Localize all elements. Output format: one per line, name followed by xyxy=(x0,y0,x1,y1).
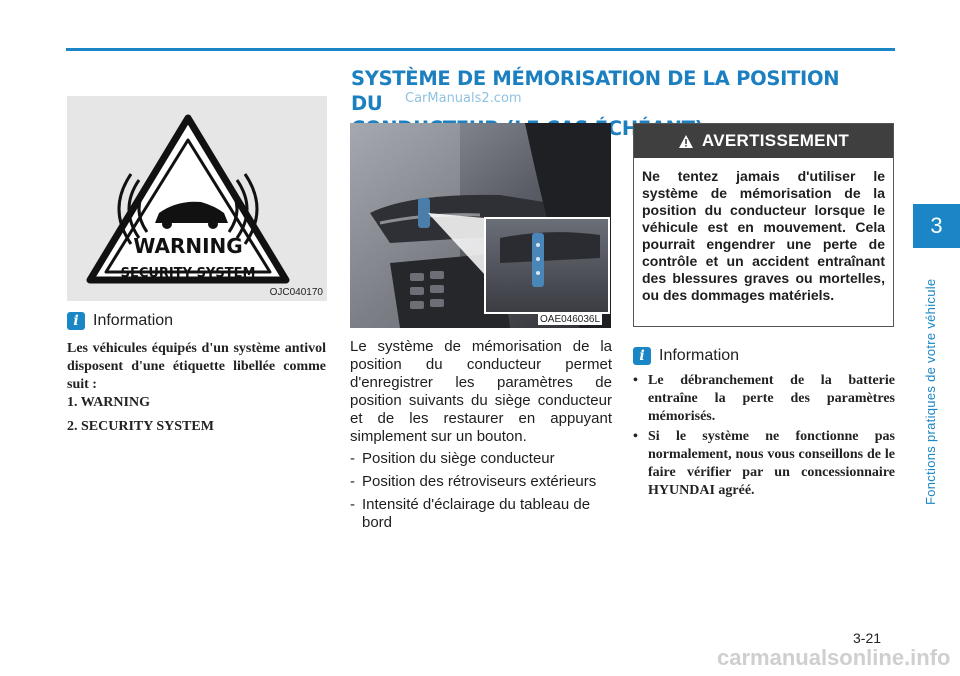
list-item: - Intensité d'éclairage du tableau de bord xyxy=(350,496,612,532)
main-paragraph: Le système de mémorisation de la position du conducteur permet d'enregistrer les paramètres de position suivants du siège conducteur et de les restaurer en appuyant simplement sur un bouton. xyxy=(350,338,612,445)
list-item: 2. SECURITY SYSTEM xyxy=(67,419,214,434)
main-body-text xyxy=(350,338,612,537)
memory-settings-list xyxy=(350,450,612,532)
info-heading-right xyxy=(633,347,739,365)
chapter-side-title: Fonctions pratiques de votre véhicule xyxy=(923,278,938,505)
info-title: Information xyxy=(93,312,174,329)
watermark: CarManuals2.com xyxy=(405,91,522,106)
sticker-warning-label: WARNING xyxy=(133,234,243,258)
security-sticker-figure xyxy=(67,96,327,301)
info-heading-left xyxy=(67,312,173,330)
page-number: 3-21 xyxy=(853,630,882,646)
warning-title: AVERTISSEMENT xyxy=(701,131,850,150)
security-sticker-illustration xyxy=(67,96,327,301)
list-item: - Position du siège conducteur xyxy=(350,450,612,468)
list-item: • Le débranchement de la batterie entraîne la perte des paramètres mémorisés. xyxy=(633,372,895,426)
figure-code: OJC040170 xyxy=(269,287,323,298)
info-list-left xyxy=(67,394,214,442)
chapter-tab: 3 xyxy=(913,204,960,248)
list-item: • Si le système ne fonctionne pas normalement, nous vous conseillons de le faire vérifier par un concessionnaire HYUNDAI agréé. xyxy=(633,428,895,500)
info-paragraph: Les véhicules équipés d'un système antivol disposent d'une étiquette libellée comme suit : xyxy=(67,341,326,392)
info-title: Information xyxy=(659,347,740,364)
door-memory-buttons-figure xyxy=(350,123,611,328)
info-icon: i xyxy=(67,312,85,330)
door-panel-illustration xyxy=(350,123,611,328)
sticker-security-label: SECURITY SYSTEM xyxy=(120,266,256,281)
info-list-right xyxy=(633,372,895,502)
header-rule xyxy=(66,48,895,51)
warning-text: Ne tentez jamais d'utiliser le système de mémorisation de la position du conducteur lorsque le véhicule est en mouvement. Cela pourrait engendrer une perte de contrôle et un accident entraînant des blessures graves ou mortelles, ou des dommages matériels. xyxy=(642,168,885,303)
warning-box xyxy=(633,123,894,327)
list-item: - Position des rétroviseurs extérieurs xyxy=(350,473,612,491)
warning-header xyxy=(634,124,893,158)
info-text-left xyxy=(67,340,326,394)
warning-triangle-icon xyxy=(678,134,694,149)
info-icon: i xyxy=(633,347,651,365)
figure-code: OAE046036L xyxy=(540,314,601,325)
section-title-line1: SYSTÈME DE MÉMORISATION DE LA POSITION DU xyxy=(351,67,840,115)
site-watermark: carmanualsonline.info xyxy=(717,645,951,670)
list-item: 1. WARNING xyxy=(67,395,150,410)
